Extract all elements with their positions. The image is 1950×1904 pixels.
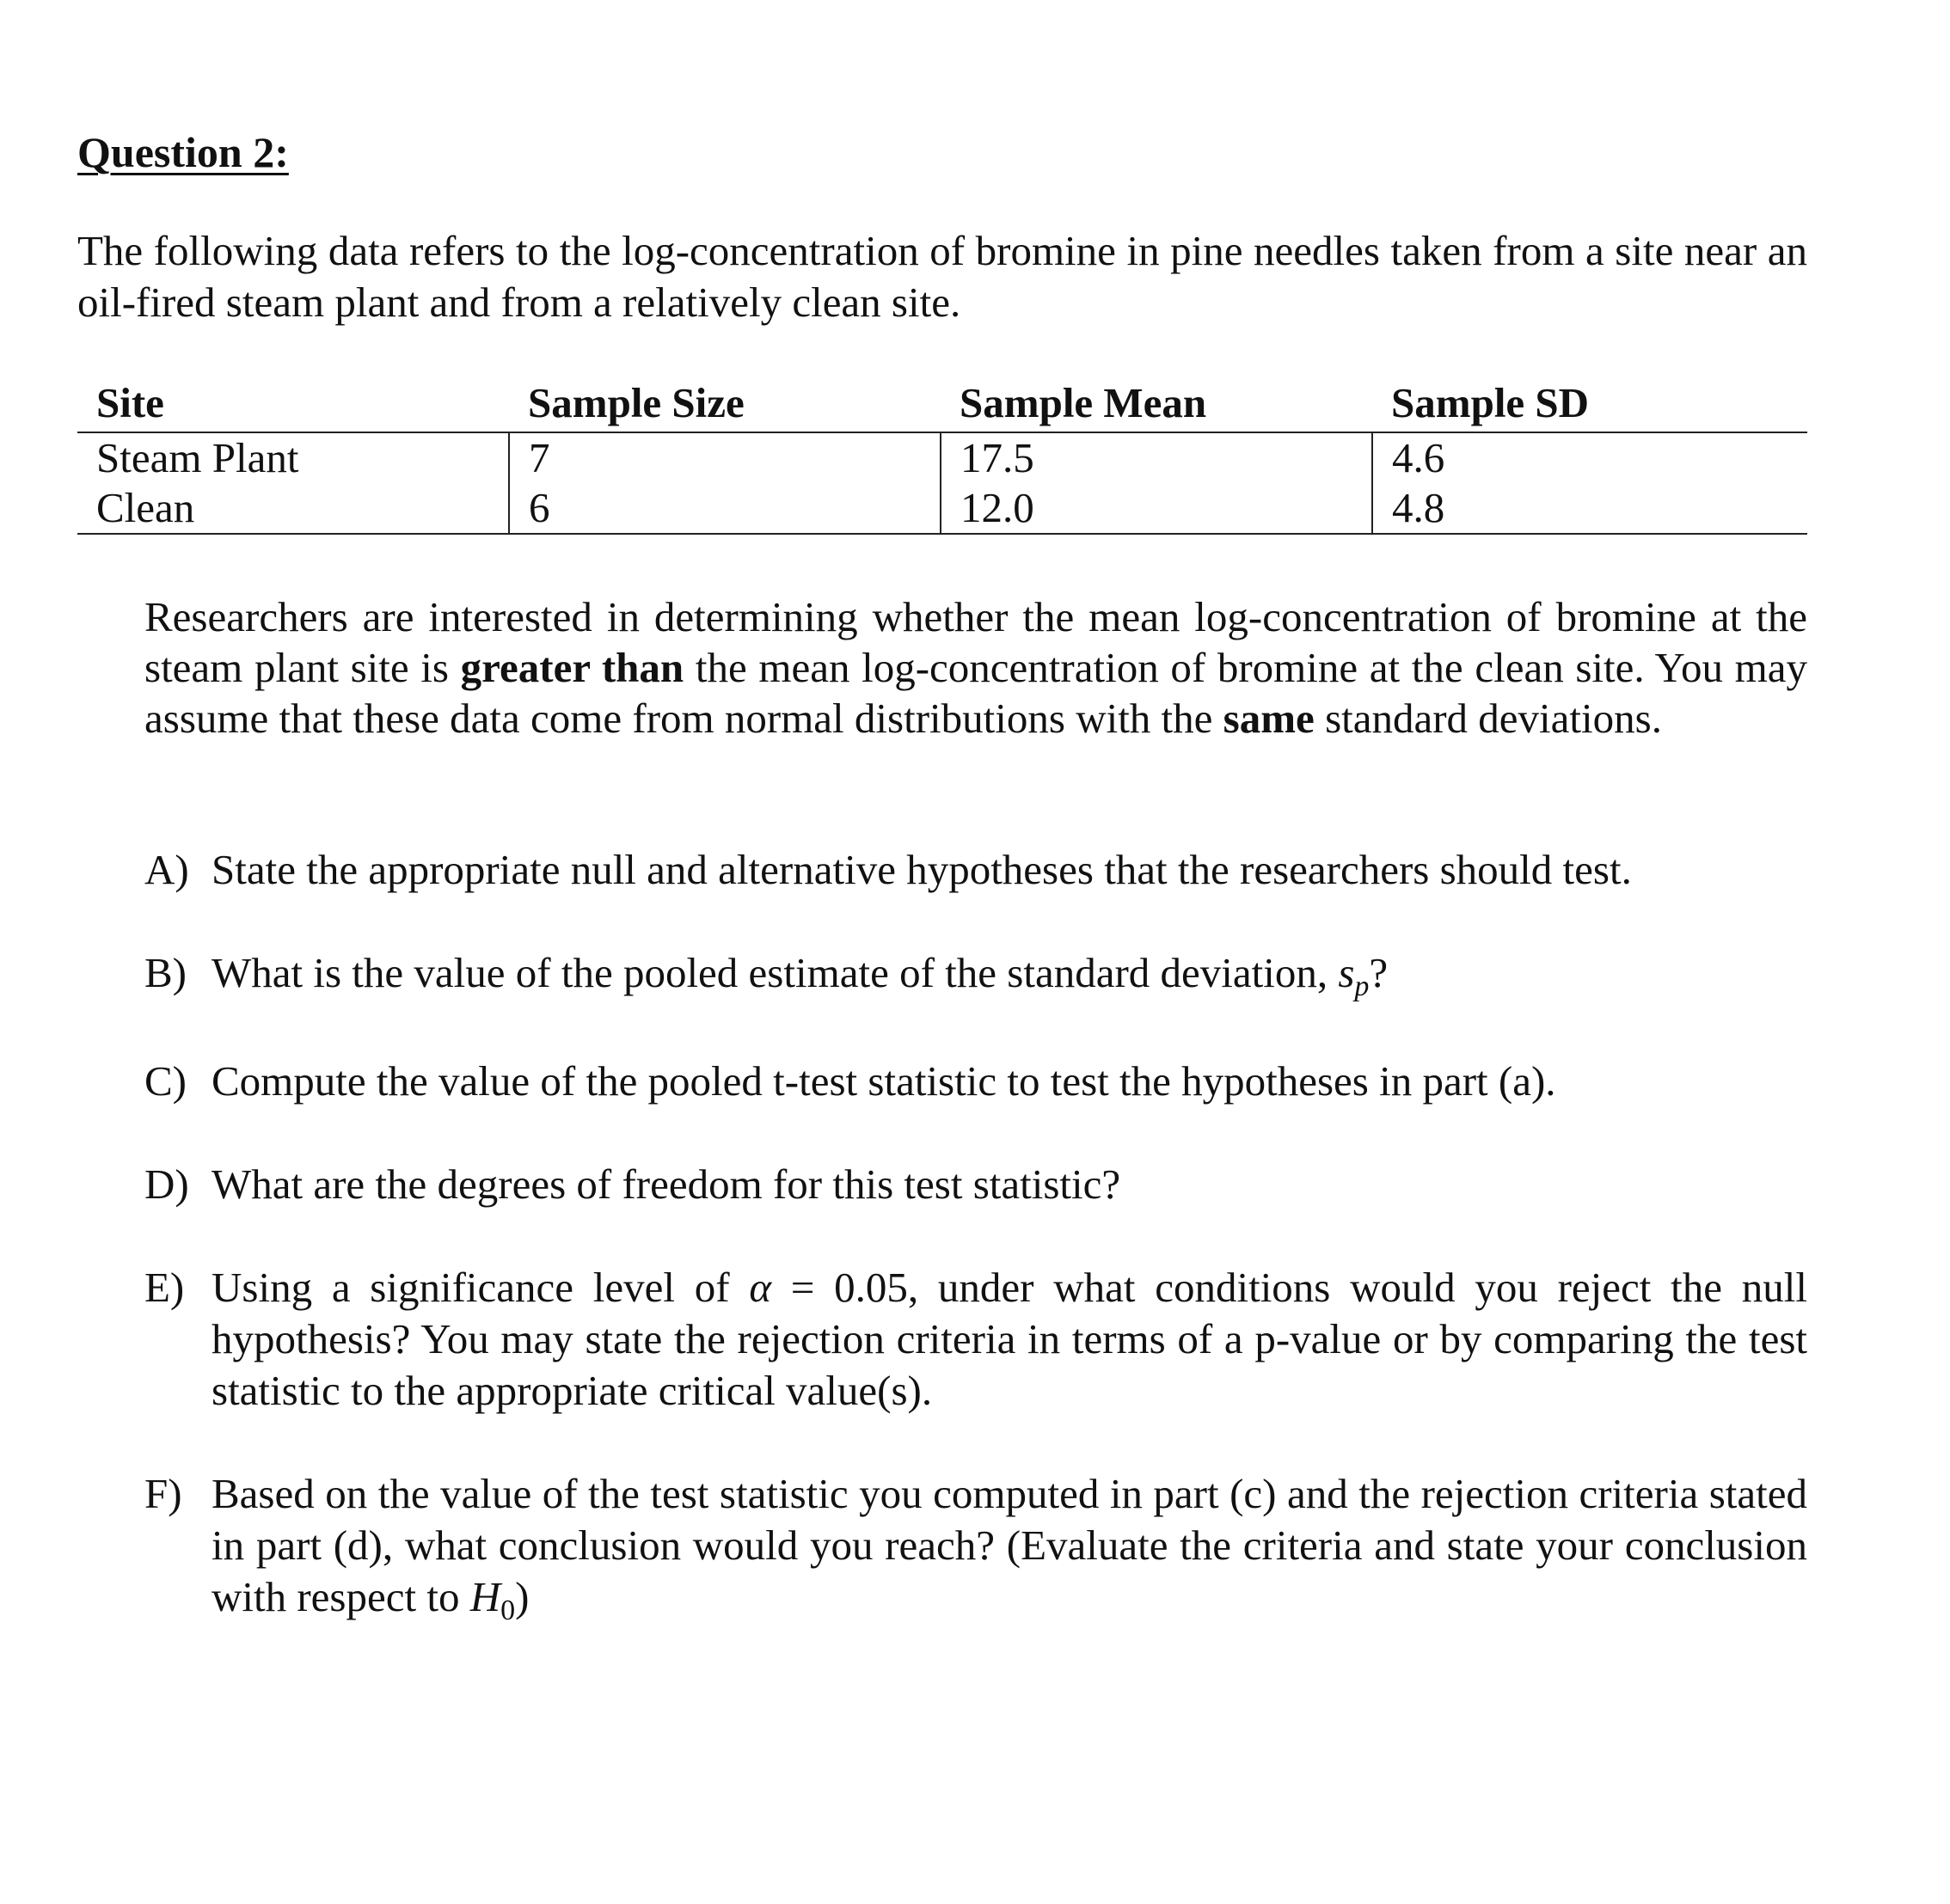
cell-sample-size: 6 (509, 483, 941, 534)
part-a (144, 844, 1807, 896)
cell-sample-sd: 4.8 (1372, 483, 1807, 534)
part-b-question: What is the value of the pooled estimate of the standard deviation, (212, 949, 1339, 996)
header-sample-mean: Sample Mean (941, 378, 1372, 432)
intro-paragraph: The following data refers to the log-concentration of bromine in pine needles taken from a site near an oil-fired steam plant and from a relatively clean site. (77, 227, 1807, 326)
part-d-text: What are the degrees of freedom for this test statistic? (212, 1160, 1121, 1208)
question-title: Question 2: (77, 128, 289, 176)
cell-sample-sd: 4.6 (1372, 432, 1807, 483)
cell-site: Steam Plant (96, 434, 299, 481)
part-d-label: D) (144, 1160, 189, 1208)
alpha-symbol: α (749, 1264, 772, 1311)
research-paragraph (144, 591, 1807, 744)
part-e-label: E) (144, 1264, 185, 1311)
pooled-sd-symbol: s (1338, 949, 1355, 996)
null-hypothesis-symbol: H (469, 1573, 501, 1620)
part-b-text (212, 947, 1807, 1002)
pooled-sd-subscript: p (1354, 970, 1370, 1002)
cell-sample-size: 7 (509, 432, 941, 483)
part-b-label: B) (144, 949, 187, 996)
cell-sample-mean: 17.5 (941, 432, 1372, 483)
table-row (77, 483, 1807, 534)
part-f-text (212, 1468, 1807, 1626)
part-f-label: F) (144, 1470, 182, 1517)
part-a-label: A) (144, 846, 189, 893)
cell-sample-mean: 12.0 (941, 483, 1372, 534)
part-c-text: Compute the value of the pooled t-test statistic to test the hypotheses in part (a). (212, 1057, 1556, 1105)
table-header-row (77, 378, 1807, 432)
data-table (77, 378, 1807, 535)
research-text-2: the mean log-concentration of bromine at the clean site. You may assume that these data come from normal distributions with the (144, 644, 1807, 742)
header-sample-size: Sample Size (509, 378, 941, 432)
part-d (144, 1159, 1807, 1210)
part-b-end: ? (1369, 949, 1389, 996)
table-row (77, 432, 1807, 483)
part-e-text (212, 1262, 1807, 1417)
part-f-question: Based on the value of the test statistic you computed in part (c) and the rejection criteria stated in part (d), what conclusion would you reach? (Evaluate the criteria and state your conclusion with respect to (212, 1470, 1807, 1620)
header-sample-sd: Sample SD (1372, 378, 1807, 432)
alpha-value: = 0.05 (771, 1264, 908, 1311)
research-emphasis-greater-than: greater than (460, 644, 684, 691)
cell-site: Clean (77, 483, 509, 534)
header-site: Site (77, 378, 509, 432)
part-c-label: C) (144, 1057, 187, 1105)
research-emphasis-same: same (1223, 695, 1315, 742)
part-c (144, 1056, 1807, 1107)
research-text-3: standard deviations. (1314, 695, 1662, 742)
part-a-text: State the appropriate null and alternative hypotheses that the researchers should test. (212, 846, 1632, 893)
part-e (144, 1262, 1807, 1417)
null-hypothesis-subscript: 0 (500, 1595, 516, 1626)
part-f-end: ) (515, 1573, 530, 1620)
part-b (144, 947, 1807, 1002)
part-e-text-after: , under what conditions would you reject the null hypothesis? You may state the rejection criteria in terms of a p-value or by comparing the test statistic to the appropriate critical value(s). (212, 1264, 1807, 1414)
research-text-1: Researchers are interested in determining whether the mean log-concentration of bromine at the steam plant site is (144, 593, 1807, 691)
part-e-text-before: Using a significance level of (212, 1264, 750, 1311)
part-f (144, 1468, 1807, 1626)
